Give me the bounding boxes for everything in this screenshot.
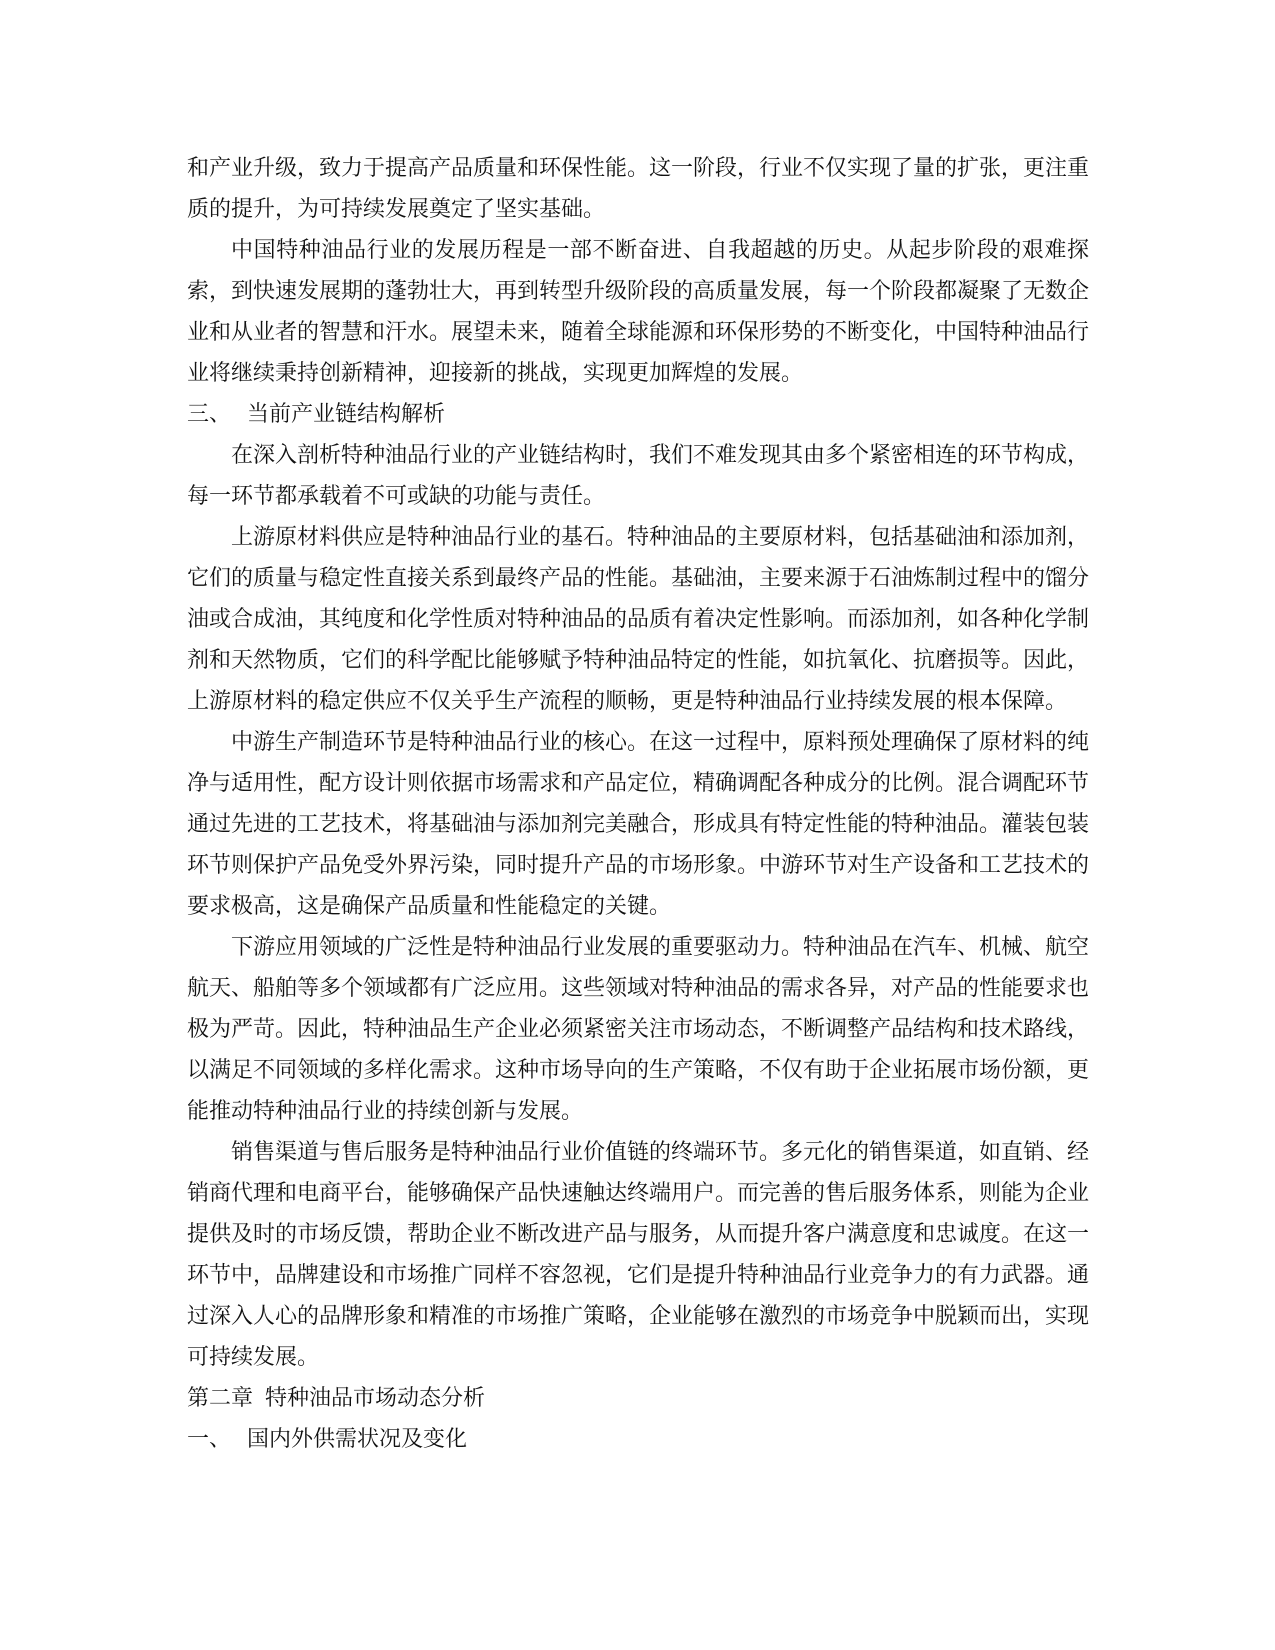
chapter-title: 特种油品市场动态分析 (265, 1386, 486, 1411)
document-body (187, 148, 1089, 1460)
paragraph-industry-upgrade: 和产业升级，致力于提高产品质量和环保性能。这一阶段，行业不仅实现了量的扩张，更注重质的提升，为可持续发展奠定了坚实基础。 (187, 156, 1090, 222)
paragraph-development-history: 中国特种油品行业的发展历程是一部不断奋进、自我超越的历史。从起步阶段的艰难探索，到快速发展期的蓬勃壮大，再到转型升级阶段的高质量发展，每一个阶段都凝聚了无数企业和从业者的智慧和汗水。展望未来，随着全球能源和环保形势的不断变化，中国特种油品行业将继续秉持创新精神，迎接新的挑战，实现更加辉煌的发展。 (187, 238, 1090, 386)
section-heading-industry-chain (187, 394, 1089, 435)
paragraph-downstream: 下游应用领域的广泛性是特种油品行业发展的重要驱动力。特种油品在汽车、机械、航空航天、船舶等多个领域都有广泛应用。这些领域对特种油品的需求各异，对产品的性能要求也极为严苛。因此，特种油品生产企业必须紧密关注市场动态，不断调整产品结构和技术路线，以满足不同领域的多样化需求。这种市场导向的生产策略，不仅有助于企业拓展市场份额，更能推动特种油品行业的持续创新与发展。 (187, 935, 1090, 1124)
paragraph-chain-intro: 在深入剖析特种油品行业的产业链结构时，我们不难发现其由多个紧密相连的环节构成，每一环节都承载着不可或缺的功能与责任。 (187, 443, 1090, 509)
section-number: 三、 (187, 402, 232, 427)
section-title: 当前产业链结构解析 (247, 402, 446, 427)
paragraph-midstream: 中游生产制造环节是特种油品行业的核心。在这一过程中，原料预处理确保了原材料的纯净与适用性，配方设计则依据市场需求和产品定位，精确调配各种成分的比例。混合调配环节通过先进的工艺技术，将基础油与添加剂完美融合，形成具有特定性能的特种油品。灌装包装环节则保护产品免受外界污染，同时提升产品的市场形象。中游环节对生产设备和工艺技术的要求极高，这是确保产品质量和性能稳定的关键。 (187, 730, 1090, 919)
section-heading-supply-demand (187, 1419, 1089, 1460)
chapter-number: 第二章 (187, 1386, 254, 1411)
section-number: 一、 (187, 1427, 232, 1452)
section-title: 国内外供需状况及变化 (247, 1427, 468, 1452)
paragraph-upstream: 上游原材料供应是特种油品行业的基石。特种油品的主要原材料，包括基础油和添加剂，它们的质量与稳定性直接关系到最终产品的性能。基础油，主要来源于石油炼制过程中的馏分油或合成油，其纯度和化学性质对特种油品的品质有着决定性影响。而添加剂，如各种化学制剂和天然物质，它们的科学配比能够赋予特种油品特定的性能，如抗氧化、抗磨损等。因此，上游原材料的稳定供应不仅关乎生产流程的顺畅，更是特种油品行业持续发展的根本保障。 (187, 525, 1090, 714)
chapter-heading (187, 1378, 1089, 1419)
paragraph-sales-service: 销售渠道与售后服务是特种油品行业价值链的终端环节。多元化的销售渠道，如直销、经销商代理和电商平台，能够确保产品快速触达终端用户。而完善的售后服务体系，则能为企业提供及时的市场反馈，帮助企业不断改进产品与服务，从而提升客户满意度和忠诚度。在这一环节中，品牌建设和市场推广同样不容忽视，它们是提升特种油品行业竞争力的有力武器。通过深入人心的品牌形象和精准的市场推广策略，企业能够在激烈的市场竞争中脱颖而出，实现可持续发展。 (187, 1140, 1090, 1370)
